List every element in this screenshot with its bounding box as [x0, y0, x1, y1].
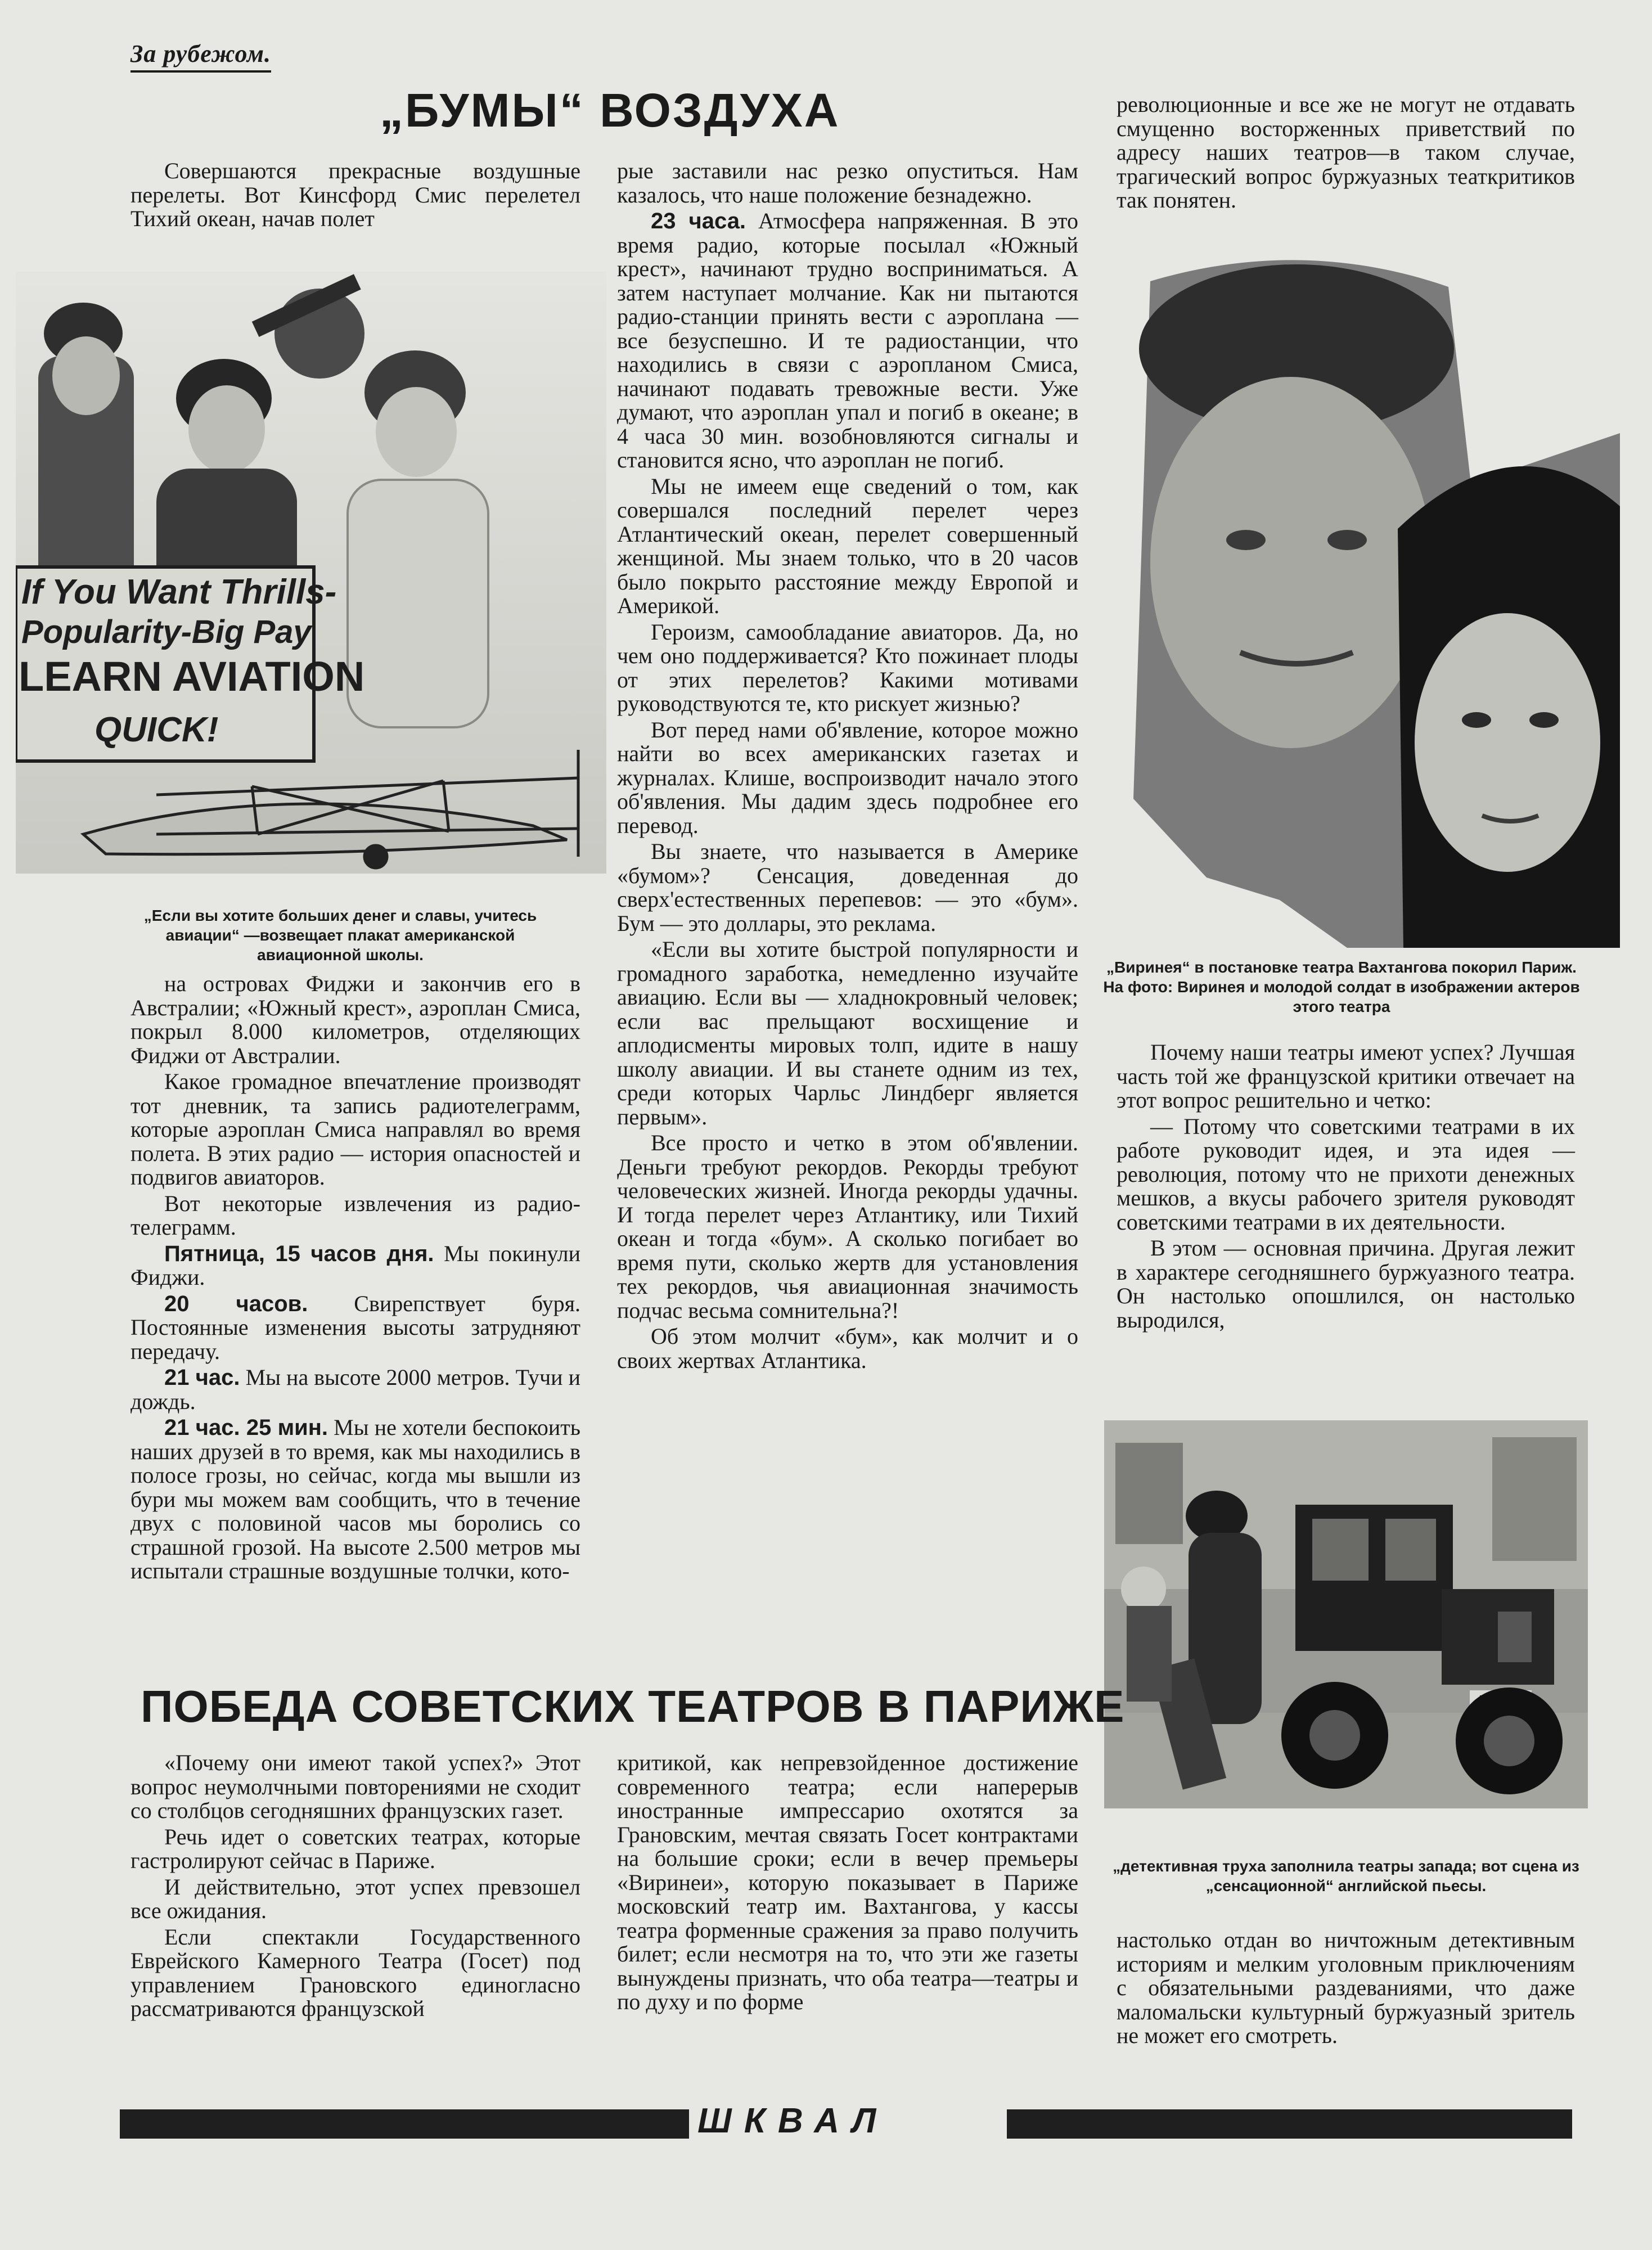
paragraph-text: рые заставили нас резко опуститься. Нам казалось, что наше положение безнадежно. — [617, 158, 1078, 208]
paragraph-text: «Если вы хотите быстрой популярности и громадного заработка, немедленно изучайте авиацию. Если вы — хладнокровный человек; если вас прельщают восхищение и аплодисменты мировых толп, идите в нашу школу авиации. И вы станете одним из тех, среди которых Чарльс Линдберг является первым». — [617, 937, 1078, 1130]
article2-col1 — [130, 1751, 580, 2021]
paragraph-text: — Потому что советскими театрами в их работе руководит идея, и эта идея — революция, потому что не прихоти денежных мешков, а вкусы рабочего зрителя руководят советскими театрами в их деятельности. — [1117, 1113, 1575, 1235]
paragraph — [617, 938, 1078, 1129]
paragraph-text: И действительно, этот успех превзошел все ожидания. — [130, 1874, 580, 1923]
paragraph — [130, 1416, 580, 1583]
paragraph — [130, 1875, 580, 1923]
paragraph — [617, 159, 1078, 207]
paragraph-lead: 20 часов. — [164, 1291, 308, 1316]
paragraph — [617, 1131, 1078, 1322]
virineya-image — [1111, 248, 1620, 948]
paragraph — [130, 1292, 580, 1364]
paragraph-text: Совершаются прекрасные воздушные перелеты. Вот Кинсфорд Смис перелетел Тихий океан, начав полет — [130, 158, 580, 231]
paragraph — [617, 475, 1078, 618]
article1-col1-top — [130, 159, 580, 231]
article2-col2 — [617, 1751, 1078, 2014]
detective-scene-caption: „детективная труха заполнила театры запада; вот сцена из „сенсационной“ английской пьесы. — [1113, 1857, 1579, 1894]
footer-bar-left — [120, 2109, 689, 2139]
paragraph-text: Почему наши театры имеют успех? Лучшая часть той же французской критики отвечает на этот вопрос решительно и четко: — [1117, 1040, 1575, 1113]
poster-line-1: If You Want Thrills- — [21, 573, 337, 611]
aviation-poster-photo — [16, 272, 606, 874]
poster-line-3: LEARN AVIATION — [19, 653, 365, 700]
col3-mid — [1117, 1041, 1575, 1332]
paragraph — [617, 840, 1078, 935]
paragraph-text: Свирепствует буря. Постоянные изменения высоты затрудняют передачу. — [130, 1290, 580, 1364]
paragraph — [130, 1925, 580, 2021]
paragraph-text: Вы знаете, что называется в Америке «бумом»? Сенсация, доведенная до сверх'естественных перепевов: — это «бум». Бум — это доллары, это реклама. — [617, 839, 1078, 936]
paragraph-text: Речь идет о советских театрах, которые гастролируют сейчас в Париже. — [130, 1824, 580, 1873]
virineya-photo — [1111, 248, 1620, 948]
paragraph-text: настолько отдан во ничтожным детективным историям и мелким уголовным приключениям с обязательными раздеваниями, что даже маломальски культурный буржуазный зритель не может его смотреть. — [1117, 1927, 1575, 2048]
paragraph-text: Атмосфера напряженная. В это время радио, которые посылал «Южный крест», начинают трудно восприниматься. А затем наступает молчание. Как ни пытаются радио-станции принять вести с аэроплана — все безуспешно. И те радиостанции, что находились в связи с аэропланом Смиса, начинают подавать тревожные вести. Уже думают, что аэроплан упал и погиб в океане; в 4 часа 30 мин. возобновляются сигналы и становится ясно, что аэроплан не погиб. — [617, 208, 1079, 472]
paragraph — [617, 620, 1078, 716]
paragraph-text: Мы не имеем еще сведений о том, как совершался последний перелет через Атлантический океан, перелет совершенный женщиной. Мы знаем только, что в 20 часов было покрыто расстояние между Европой и Америкой. — [617, 473, 1078, 618]
paragraph-text: Вот перед нами об'явление, которое можно найти во всех американских газетах и журналах. Клише, воспроизводит начало этого об'явления. Мы дадим здесь подробнее его перевод. — [617, 717, 1078, 838]
section-label: За рубежом. — [130, 39, 271, 73]
article1-col2 — [617, 159, 1078, 1372]
paragraph — [1117, 1115, 1575, 1235]
paragraph — [617, 1325, 1078, 1372]
paragraph-text: В этом — основная причина. Другая лежит в характере сегодняшнего буржуазного театра. Он настолько опошлился, он настолько выродился, — [1117, 1235, 1575, 1333]
paragraph-text: Все просто и четко в этом об'явлении. Деньги требуют рекордов. Рекорды требуют человеческих жизней. Иногда рекорды удачны. И тогда перелет через Атлантику, или Тихий океан и тогда «бум». А сколько погибает во время пути, сколько жертв для установления тех рекордов, чья авиационная значимость подчас весьма сомнительна?! — [617, 1130, 1078, 1323]
paragraph-text: Героизм, самообладание авиаторов. Да, но чем оно поддерживается? Кто пожинает плоды от этих перелетов? Какими мотивами руководствуются те, кто рискует жизнью? — [617, 619, 1078, 716]
article1-title: „БУМЫ“ ВОЗДУХА — [380, 84, 840, 137]
paragraph — [130, 1242, 580, 1290]
paragraph — [130, 1751, 580, 1823]
paragraph — [130, 972, 580, 1068]
paragraph-lead: 21 час. — [164, 1365, 240, 1390]
poster-line-2: Popularity-Big Pay — [21, 614, 312, 650]
paragraph-text: Если спектакли Государственного Еврейского Камерного Театра (Госет) под управлением Грановского единогласно рассматриваются французской — [130, 1924, 580, 2021]
paragraph-lead: Пятница, 15 часов дня. — [164, 1241, 434, 1266]
paragraph — [130, 1366, 580, 1414]
paragraph-lead: 23 часа. — [651, 209, 746, 233]
paragraph-text: на островах Фиджи и закончив его в Австралии; «Южный крест», аэроплан Смиса, покрыл 8.000 километров, отделяющих Фиджи от Австралии. — [130, 971, 580, 1068]
footer-bar-right — [1007, 2109, 1572, 2139]
paragraph-text: Вот некоторые извлечения из радио-телеграмм. — [130, 1190, 580, 1240]
aviation-poster-image — [16, 272, 606, 874]
col3-top — [1117, 93, 1575, 213]
paragraph — [1117, 1236, 1575, 1332]
paragraph — [1117, 93, 1575, 213]
paragraph — [617, 209, 1078, 472]
paragraph-text: Мы не хотели беспокоить наших друзей в то время, как мы находились в полосе грозы, но сейчас, когда мы вышли из бури мы можем вам сообщить, что в течение двух с половиной часов мы боролись со страшной грозой. На высоте 2.500 метров мы испытали страшные воздушные толчки, кото- — [130, 1415, 581, 1583]
magazine-masthead: ШКВАЛ — [697, 2102, 889, 2140]
aviation-poster-caption: „Если вы хотите больших денег и славы, учитесь авиации“ —возвещает плакат американской авиационной школы. — [143, 907, 537, 964]
paragraph-text: Мы покинули Фиджи. — [130, 1240, 581, 1290]
virineya-caption: „Виринея“ в постановке театра Вахтангова покорил Париж. На фото: Виринея и молодой солдат в изображении актеров этого театра — [1103, 958, 1580, 1015]
poster-line-4: QUICK! — [94, 710, 219, 749]
article1-col1-cont — [130, 972, 580, 1583]
paragraph — [130, 159, 580, 231]
paragraph-lead: 21 час. 25 мин. — [164, 1415, 328, 1440]
paragraph — [130, 1070, 580, 1190]
paragraph-text: критикой, как непревзойденное достижение современного театра; если наперерыв иностранные импрессарио охотятся за Грановским, мечтая связать Госет контрактами на большие сроки; если в вечер премьеры «Виринеи», которую показывает в Париже московский театр им. Вахтангова, у кассы театра форменные сражения за право получить билет; если несмотря на то, что эти же газеты вынуждены признать, что оба театра—театры и по духу и по форме — [617, 1750, 1078, 2014]
paragraph-text: «Почему они имеют такой успех?» Этот вопрос неумолчными повторениями не сходит со столбцов сегодняшних французских газет. — [130, 1750, 580, 1823]
paragraph — [130, 1192, 580, 1240]
paragraph-text: Какое громадное впечатление производят тот дневник, та запись радиотелеграмм, которые аэроплан Смиса направлял во время полета. В этих радио — история опасностей и подвигов авиаторов. — [130, 1069, 580, 1190]
detective-scene-photo — [1104, 1420, 1588, 1808]
paragraph-text: Об этом молчит «бум», как молчит и о своих жертвах Атлантика. — [617, 1324, 1078, 1373]
article2-title: ПОБЕДА СОВЕТСКИХ ТЕАТРОВ В ПАРИЖЕ — [141, 1681, 1125, 1731]
paragraph — [1117, 1041, 1575, 1113]
detective-scene-image — [1104, 1420, 1588, 1808]
paragraph — [617, 1751, 1078, 2014]
paragraph — [1117, 1928, 1575, 2048]
paragraph — [130, 1825, 580, 1873]
paragraph-text: революционные и все же не могут не отдавать смущенно восторженных приветствий по адресу наших театров—в таком случае, трагический вопрос буржуазных театкритиков так понятен. — [1117, 92, 1575, 213]
paragraph-text: Мы на высоте 2000 метров. Тучи и дождь. — [130, 1365, 581, 1414]
paragraph — [617, 718, 1078, 838]
col3-bottom — [1117, 1928, 1575, 2048]
